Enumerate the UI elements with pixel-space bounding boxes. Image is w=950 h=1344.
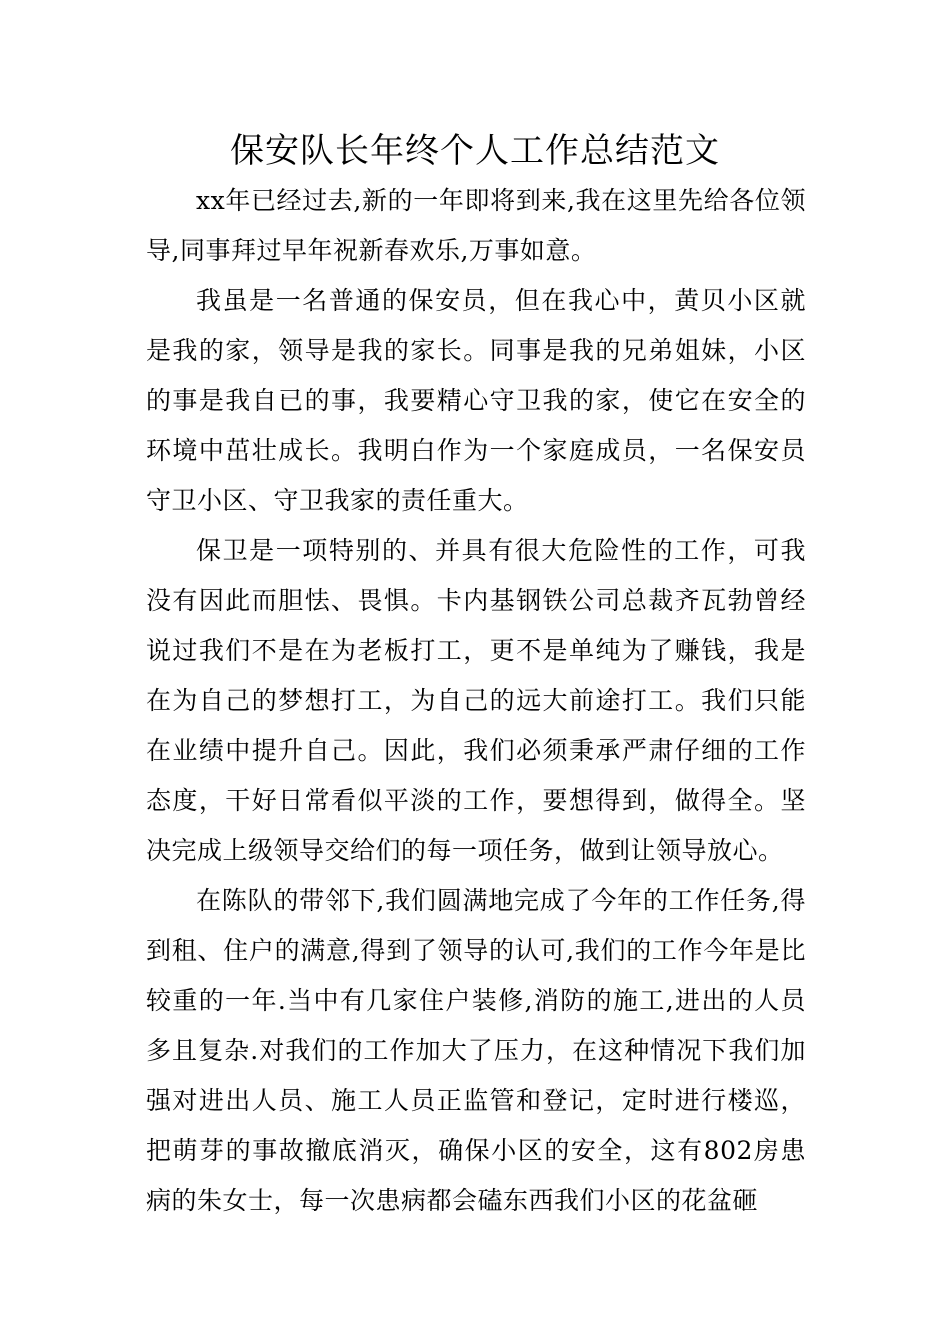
paragraph-4: 在陈队的带邻下,我们圆满地完成了今年的工作任务,得到租、住户的满意,得到了领导的认可,我们的工作今年是比较重的一年.当中有几家住户装修,消防的施工,进出的人员多且复杂.对我们的工作加大了压力，在这种情况下我们加强对进出人员、施工人员正监管和登记，定时进行楼巡，把萌芽的事故撤底消灭，确保小区的安全，这有802房患病的朱女士，每一次患病都会磕东西我们小区的花盆砸 (146, 886, 806, 1215)
paragraph-1: xx年已经过去,新的一年即将到来,我在这里先给各位领导,同事拜过早年祝新春欢乐,万事如意。 (146, 186, 806, 265)
document-body (146, 176, 806, 1226)
paragraph-2: 我虽是一名普通的保安员，但在我心中，黄贝小区就是我的家，领导是我的家长。同事是我的兄弟姐妹，小区的事是我自已的事，我要精心守卫我的家，使它在安全的环境中茁壮成长。我明白作为一个家庭成员，一名保安员守卫小区、守卫我家的责任重大。 (146, 286, 806, 515)
document-title: 保安队长年终个人工作总结范文 (230, 131, 720, 171)
paragraph-3: 保卫是一项特别的、并具有很大危险性的工作，可我没有因此而胆怯、畏惧。卡内基钢铁公司总裁齐瓦勃曾经说过我们不是在为老板打工，更不是单纯为了赚钱，我是在为自己的梦想打工，为自己的远大前途打工。我们只能在业绩中提升自己。因此，我们必须秉承严肃仔细的工作态度，干好日常看似平淡的工作，要想得到，做得全。坚决完成上级领导交给们的每一项任务，做到让领导放心。 (146, 536, 806, 865)
